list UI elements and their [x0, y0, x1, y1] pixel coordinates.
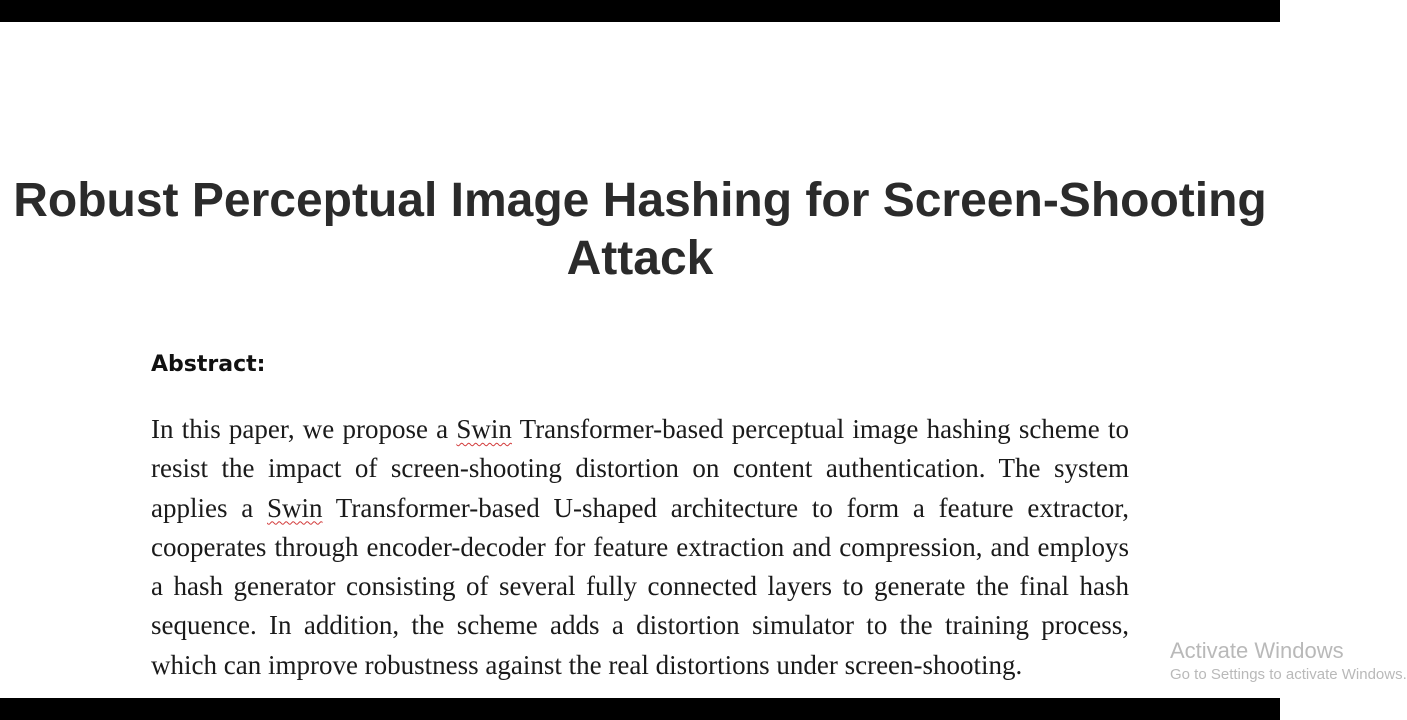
abstract-paragraph[interactable]: [151, 410, 1129, 685]
abstract-text: In this paper, we propose a: [151, 414, 457, 444]
letterbox-bottom-bar: [0, 698, 1280, 720]
misspelled-word[interactable]: Swin: [456, 414, 512, 444]
abstract-text: Transformer-based perceptual image hashing scheme to resist the impact of screen-shooting distortion on content authentication. The system applies a: [151, 414, 1130, 523]
letterbox-top-bar: [0, 0, 1280, 22]
activate-windows-watermark: [1170, 637, 1407, 685]
document-page: [0, 22, 1407, 698]
paper-title: Robust Perceptual Image Hashing for Screen-Shooting Attack: [13, 174, 1267, 285]
watermark-subtitle: Go to Settings to activate Windows.: [1170, 666, 1407, 683]
abstract-text: Transformer-based U-shaped architecture to form a feature extractor, cooperates through encoder-decoder for feature extraction and compression, and employs a hash generator consisting of several fully connected layers to generate the final hash sequence. In addition, the scheme adds a distortion simulator to the training process, which can improve robustness against the real distortions under screen-shooting.: [151, 492, 1129, 680]
misspelled-word[interactable]: Swin: [267, 492, 323, 523]
abstract-heading: Abstract:: [151, 352, 266, 377]
watermark-title: Activate Windows: [1170, 638, 1344, 663]
